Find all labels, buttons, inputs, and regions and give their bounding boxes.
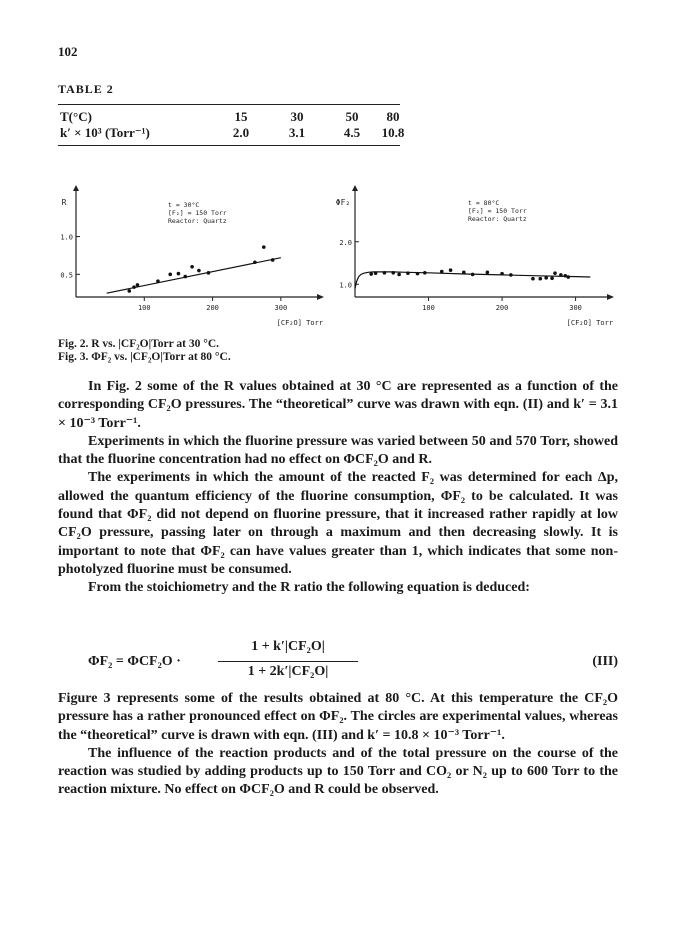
y-axis-label: R	[61, 198, 67, 207]
data-point	[440, 270, 444, 274]
table-top-rule	[58, 104, 400, 105]
data-point	[406, 271, 410, 275]
data-point	[156, 279, 160, 283]
y-axis-arrow	[73, 185, 79, 191]
table-row-label: T(°C)	[60, 109, 92, 124]
data-point	[509, 273, 513, 277]
x-axis-arrow	[317, 294, 324, 300]
data-point	[462, 271, 466, 275]
table-cell: 15	[234, 109, 248, 124]
y-tick-label: 2.0	[339, 238, 352, 247]
paragraph: The influence of the reaction products and of the total pressure on the course of the reaction was studied by adding products up to 150 Torr and CO₂ or N₂ up to 600 Torr to the reaction mixture. No effect on ΦCF₂O and R could be observed.	[58, 745, 618, 798]
y-axis-label: ΦF₂	[335, 198, 351, 207]
table-cell: 3.1	[288, 125, 306, 140]
equation-lhs: ΦF₂ = ΦCF₂O ·	[88, 654, 181, 669]
paragraph: Figure 3 represents some of the results obtained at 80 °C. At this temperature the CF₂O pressure has a rather pronounced effect on ΦF₂. The circles are experimental values, whereas the “theoretical” curve is drawn with eqn. (III) and k′ = 10.8 × 10⁻³ Torr⁻¹.	[58, 691, 618, 743]
table-cell: 30	[290, 109, 304, 124]
data-point	[136, 283, 140, 287]
equation-label: (III)	[592, 654, 618, 669]
data-point	[168, 273, 172, 277]
data-point	[416, 272, 420, 276]
data-point	[471, 273, 475, 277]
data-point	[553, 271, 557, 275]
body-text-lower	[58, 690, 618, 800]
y-tick-label: 1.0	[339, 281, 352, 290]
data-point	[177, 272, 181, 276]
annotation-text: Reactor: Quartz	[168, 217, 227, 225]
data-point	[383, 271, 387, 275]
data-point	[183, 275, 187, 279]
paragraph: Experiments in which the fluorine pressure was varied between 50 and 570 Torr, showed that the fluorine concentration had no effect on ΦCF₂O and R.	[58, 433, 618, 468]
annotation-text: t = 30°C	[168, 201, 200, 209]
paragraph: In Fig. 2 some of the R values obtained at 30 °C are represented as a function of the corresponding CF₂O pressures. The “theoretical” curve was drawn with eqn. (II) and k′ = 3.1 × 10⁻³ Torr⁻¹.	[58, 379, 618, 431]
table-cell: 4.5	[343, 125, 361, 140]
table-bottom-rule	[58, 145, 400, 146]
equation-numerator: 1 + k′|CF₂O|	[251, 639, 325, 654]
x-tick-label: 100	[422, 304, 435, 312]
paragraph: The experiments in which the amount of the reacted F₂ was determined for each Δp, allowed the quantum efficiency of the fluorine consumption, ΦF₂ to be calculated. It was found that ΦF₂ did not depend on fluorine pressure, that it increased rather rapidly at low CF₂O pressure, passing later on through a maximum and then decreasing slowly. It is important to note that ΦF₂ can have values greater than 1, which indicates that some non-photolyzed fluorine must be consumed.	[58, 470, 618, 577]
data-point	[531, 277, 535, 281]
data-point	[486, 271, 490, 275]
data-point	[559, 273, 563, 277]
x-tick-label: 300	[569, 304, 582, 312]
y-axis-arrow	[352, 185, 358, 191]
data-point	[132, 285, 136, 289]
x-tick-label: 100	[137, 304, 151, 312]
data-point	[566, 275, 570, 279]
body-text-upper	[58, 378, 618, 598]
data-point	[253, 260, 257, 264]
data-point	[397, 273, 401, 277]
x-axis-arrow	[607, 294, 614, 300]
data-point	[423, 271, 427, 275]
data-point	[449, 268, 453, 272]
x-tick-label: 300	[274, 304, 288, 312]
data-point	[374, 271, 378, 275]
table-cell: 10.8	[381, 125, 405, 140]
data-point	[369, 272, 373, 276]
data-point	[197, 269, 201, 273]
page-number: 102	[58, 44, 78, 59]
data-point	[190, 265, 194, 269]
annotation-text: Reactor: Quartz	[468, 215, 527, 223]
x-axis-label: [CF₂O] Torr	[566, 319, 613, 327]
table-cell: 50	[345, 109, 359, 124]
table-row-label: k′ × 10³ (Torr⁻¹)	[60, 125, 150, 140]
table-cell: 80	[386, 109, 400, 124]
data-point	[262, 245, 266, 249]
data-point	[550, 277, 554, 281]
data-point	[207, 271, 211, 275]
y-tick-label: 0.5	[60, 271, 73, 280]
y-tick-label: 1.0	[60, 233, 73, 242]
table-title: TABLE 2	[58, 82, 114, 96]
equation-denominator: 1 + 2k′|CF₂O|	[247, 664, 329, 679]
data-point	[127, 289, 131, 293]
x-axis-label: [CF₂O] Torr	[276, 319, 323, 327]
figure-2-chart	[50, 175, 340, 335]
x-tick-label: 200	[495, 304, 509, 312]
data-point	[391, 271, 395, 275]
annotation-text: t = 80°C	[468, 199, 500, 207]
data-point	[271, 258, 275, 262]
figure-3-caption: Fig. 3. ΦF₂ vs. |CF₂O|Torr at 80 °C.	[58, 351, 231, 363]
paragraph: From the stoichiometry and the R ratio the following equation is deduced:	[88, 580, 530, 596]
equation-III	[58, 639, 618, 687]
data-point	[538, 277, 542, 281]
fraction-bar	[218, 661, 358, 662]
annotation-text: [F₂] = 150 Torr	[168, 209, 227, 217]
figure-3-chart	[335, 175, 640, 335]
annotation-text: [F₂] = 150 Torr	[468, 207, 527, 215]
data-point	[500, 272, 504, 276]
table-cell: 2.0	[232, 125, 250, 140]
figure-2-caption: Fig. 2. R vs. |CF₂O|Torr at 30 °C.	[58, 338, 220, 350]
data-point	[544, 276, 548, 280]
x-tick-label: 200	[206, 304, 219, 312]
